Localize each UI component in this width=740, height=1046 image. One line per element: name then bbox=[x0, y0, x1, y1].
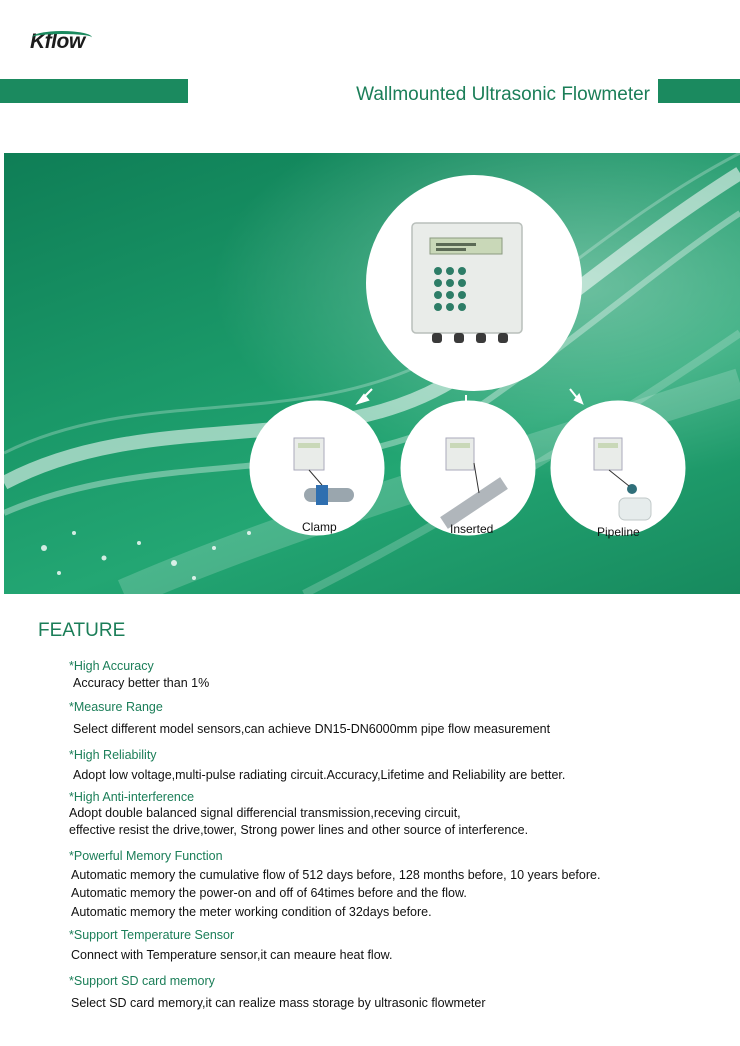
feature-title-temperature: *Support Temperature Sensor bbox=[69, 928, 235, 942]
page-title: Wallmounted Ultrasonic Flowmeter bbox=[356, 84, 650, 105]
feature-line: Adopt low voltage,multi-pulse radiating circuit.Accuracy,Lifetime and Reliability are better. bbox=[73, 768, 566, 782]
pipeline-label: Pipeline bbox=[597, 525, 640, 539]
feature-line: Automatic memory the cumulative flow of 512 days before, 128 months before, 10 years before. bbox=[71, 868, 601, 882]
product-banner bbox=[4, 153, 740, 594]
feature-line: Automatic memory the meter working condition of 32days before. bbox=[71, 905, 432, 919]
inserted-circle bbox=[402, 402, 534, 534]
feature-title-reliability: *High Reliability bbox=[69, 748, 157, 762]
inserted-label: Inserted bbox=[450, 522, 494, 536]
feature-line: Adopt double balanced signal differencial transmission,receving circuit, bbox=[69, 806, 461, 820]
kflow-logo bbox=[30, 30, 85, 54]
feature-line: Select SD card memory,it can realize mass storage by ultrasonic flowmeter bbox=[71, 996, 486, 1010]
logo-swoosh-icon bbox=[32, 31, 92, 44]
header-bar-left bbox=[0, 79, 188, 103]
feature-title-memory: *Powerful Memory Function bbox=[69, 849, 223, 863]
feature-heading: FEATURE bbox=[38, 620, 126, 641]
pipeline-circle bbox=[552, 402, 684, 534]
clamp-label: Clamp bbox=[302, 520, 337, 534]
feature-line: effective resist the drive,tower, Strong power lines and other source of interference. bbox=[69, 823, 529, 837]
main-flowmeter-circle bbox=[368, 177, 580, 389]
feature-title-accuracy: *High Accuracy bbox=[69, 659, 154, 673]
feature-line: Connect with Temperature sensor,it can meaure heat flow. bbox=[71, 948, 393, 962]
header-bar-right bbox=[658, 79, 740, 103]
feature-title-anti-interference: *High Anti-interference bbox=[69, 790, 195, 804]
logo-text: Kflow bbox=[30, 30, 85, 53]
feature-line: Select different model sensors,can achieve DN15-DN6000mm pipe flow measurement bbox=[73, 722, 551, 736]
flowmeter-device-icon bbox=[412, 223, 522, 343]
feature-title-sd-card: *Support SD card memory bbox=[69, 974, 215, 988]
feature-line: Automatic memory the power-on and off of 64times before and the flow. bbox=[71, 886, 467, 900]
banner-illustration bbox=[4, 153, 740, 594]
feature-title-range: *Measure Range bbox=[69, 700, 163, 714]
feature-line: Accuracy better than 1% bbox=[73, 676, 210, 690]
clamp-circle bbox=[251, 402, 383, 534]
